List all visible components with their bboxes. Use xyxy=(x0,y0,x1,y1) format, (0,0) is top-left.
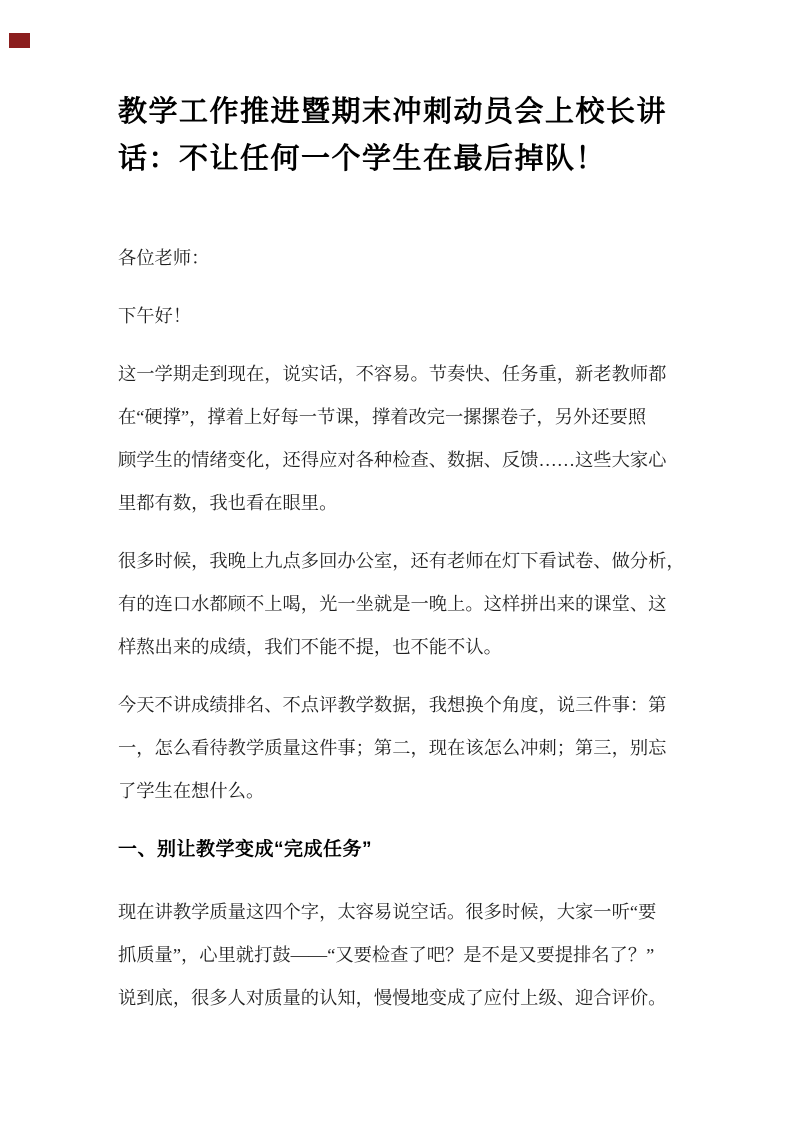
heading-line: 一、别让教学变成“完成任务” xyxy=(118,839,373,860)
paragraph-salutation xyxy=(118,237,670,280)
text-line: 说到底，很多人对质量的认知，慢慢地变成了应付上级、迎合评价。 xyxy=(118,988,667,1008)
text-line: 里都有数，我也看在眼里。 xyxy=(118,493,338,513)
text-line: 在“硬撑”，撑着上好每一节课，撑着改完一摞摞卷子，另外还要照 xyxy=(118,407,647,427)
text-line: 下午好！ xyxy=(118,306,192,326)
text-line: 一，怎么看待教学质量这件事；第二，现在该怎么冲刺；第三，别忘 xyxy=(118,738,667,758)
paragraph-4 xyxy=(118,891,670,1020)
text-line: 抓质量”，心里就打鼓——“又要检查了吧？是不是又要提排名了？” xyxy=(118,945,655,965)
text-line: 现在讲教学质量这四个字，太容易说空话。很多时候，大家一听“要 xyxy=(118,902,657,922)
text-line: 有的连口水都顾不上喝，光一坐就是一晚上。这样拼出来的课堂、这 xyxy=(118,594,667,614)
text-line: 了学生在想什么。 xyxy=(118,781,265,801)
corner-marker xyxy=(9,33,30,48)
text-line: 今天不讲成绩排名、不点评教学数据，我想换个角度，说三件事：第 xyxy=(118,695,667,715)
title-line-1: 教学工作推进暨期末冲刺动员会上校长讲 xyxy=(118,96,668,128)
text-line: 样熬出来的成绩，我们不能不提，也不能不认。 xyxy=(118,637,502,657)
document-title xyxy=(118,89,670,183)
paragraph-greeting xyxy=(118,295,670,338)
document-content xyxy=(118,89,685,1035)
text-line: 顾学生的情绪变化，还得应对各种检查、数据、反馈……这些大家心 xyxy=(118,450,667,470)
paragraph-2 xyxy=(118,540,685,669)
text-line: 很多时候，我晚上九点多回办公室，还有老师在灯下看试卷、做分析， xyxy=(118,551,685,571)
text-line: 各位老师： xyxy=(118,248,210,268)
paragraph-1 xyxy=(118,353,670,525)
section-heading-1 xyxy=(118,828,670,871)
text-line: 这一学期走到现在，说实话，不容易。节奏快、任务重，新老教师都 xyxy=(118,364,667,384)
title-line-2: 话：不让任何一个学生在最后掉队！ xyxy=(118,143,607,175)
paragraph-3 xyxy=(118,684,670,813)
